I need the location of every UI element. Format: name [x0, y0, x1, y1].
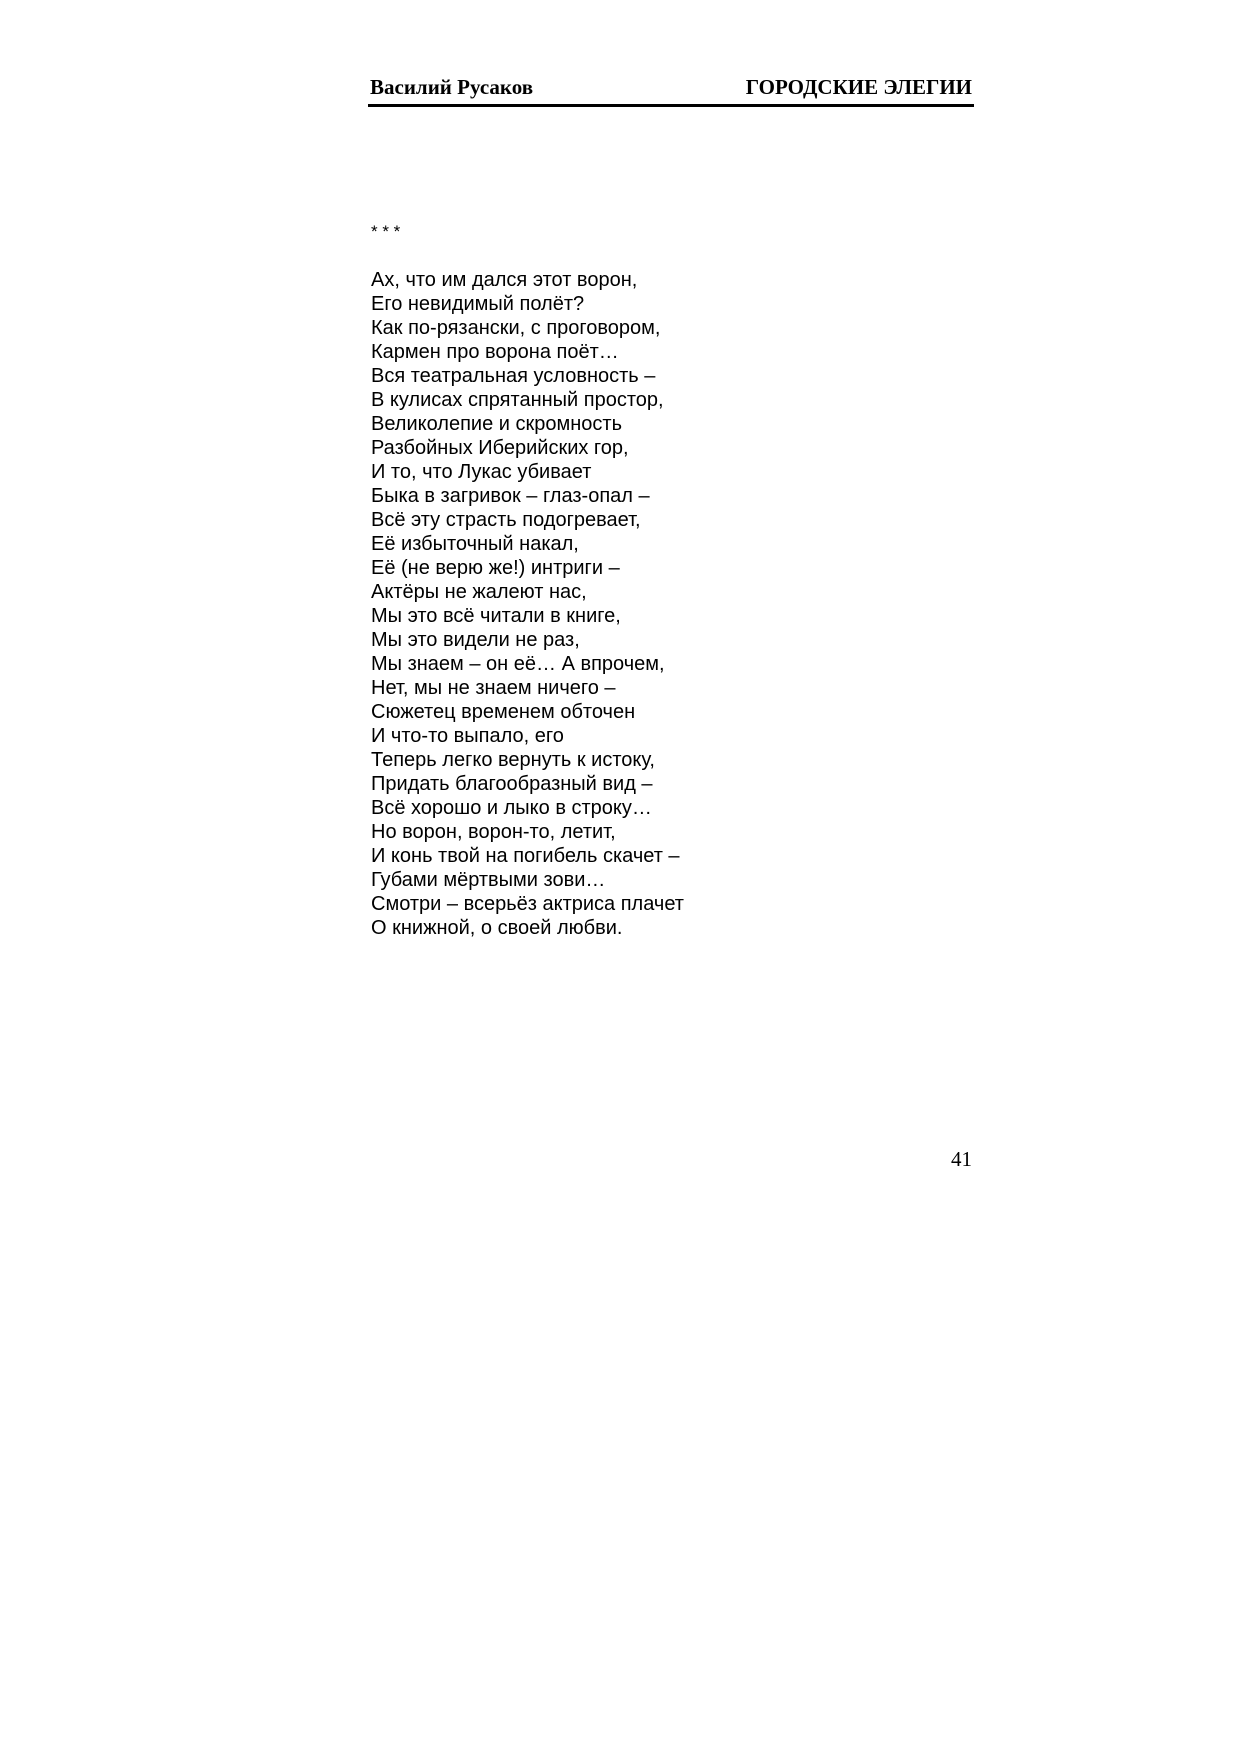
- poem-line: Мы знаем – он её… А впрочем,: [371, 653, 665, 675]
- page-number: 41: [951, 1147, 972, 1171]
- poem-line: Её избыточный накал,: [371, 533, 579, 555]
- poem-line: И что-то выпало, его: [371, 725, 564, 747]
- poem-line: Ах, что им дался этот ворон,: [371, 269, 638, 291]
- poem-line: Актёры не жалеют нас,: [371, 581, 587, 603]
- poem-line: Теперь легко вернуть к истоку,: [371, 749, 655, 771]
- poem-line: Губами мёртвыми зови…: [371, 869, 606, 891]
- poem-line: Всё эту страсть подогревает,: [371, 509, 641, 531]
- poem-line: Кармен про ворона поёт…: [371, 341, 619, 363]
- poem-line: Как по-рязански, с проговором,: [371, 317, 661, 339]
- poem: [371, 220, 684, 940]
- header-author: Василий Русаков: [370, 75, 534, 99]
- poem-line: Придать благообразный вид –: [371, 773, 653, 795]
- poem-line: Вся театральная условность –: [371, 365, 656, 387]
- header-book-title: ГОРОДСКИЕ ЭЛЕГИИ: [745, 75, 972, 99]
- poem-asterism: * * *: [371, 222, 401, 241]
- poem-lines: [371, 268, 684, 940]
- poem-line: Мы это видели не раз,: [371, 629, 580, 651]
- poem-line: Но ворон, ворон-то, летит,: [371, 821, 616, 843]
- poem-line: Смотри – всерьёз актриса плачет: [371, 893, 684, 915]
- poem-line: И конь твой на погибель скачет –: [371, 845, 680, 867]
- poem-line: Разбойных Иберийских гор,: [371, 437, 629, 459]
- poem-line: Всё хорошо и лыко в строку…: [371, 797, 652, 819]
- poem-line: Сюжетец временем обточен: [371, 701, 636, 723]
- poem-line: Быка в загривок – глаз-опал –: [371, 485, 650, 507]
- poem-line: И то, что Лукас убивает: [371, 461, 592, 483]
- poem-line: Великолепие и скромность: [371, 413, 622, 435]
- poem-line: Его невидимый полёт?: [371, 293, 585, 315]
- poem-line: Мы это всё читали в книге,: [371, 605, 621, 627]
- poem-line: Её (не верю же!) интриги –: [371, 557, 620, 579]
- poem-line: О книжной, о своей любви.: [371, 917, 623, 939]
- poem-line: Нет, мы не знаем ничего –: [371, 677, 616, 699]
- running-header: [368, 74, 974, 107]
- poem-line: В кулисах спрятанный простор,: [371, 389, 664, 411]
